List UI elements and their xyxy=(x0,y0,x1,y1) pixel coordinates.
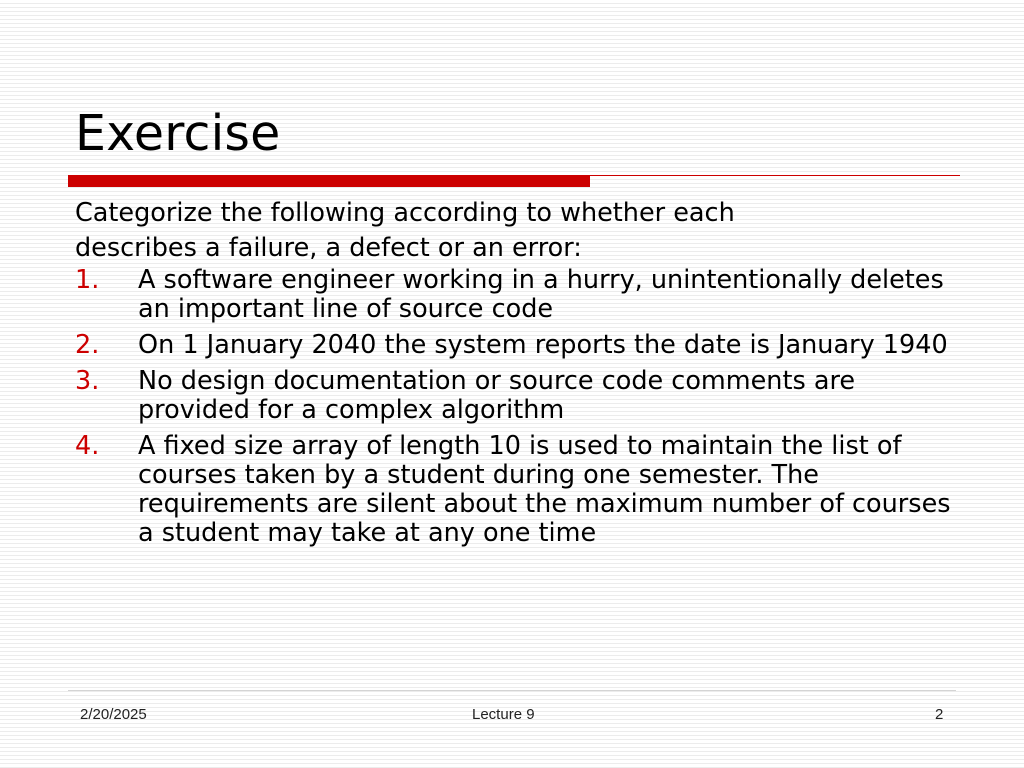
list-item xyxy=(75,266,955,324)
list-item xyxy=(75,367,955,425)
title-underline-thin xyxy=(590,175,960,176)
list-item xyxy=(75,331,955,360)
item-number: 2. xyxy=(75,330,100,360)
footer-date: 2/20/2025 xyxy=(80,706,147,723)
list-item xyxy=(75,432,955,548)
item-text: No design documentation or source code comments are provided for a complex algorithm xyxy=(138,366,856,425)
item-number: 1. xyxy=(75,265,100,295)
footer-page-number: 2 xyxy=(935,706,944,723)
item-text: A fixed size array of length 10 is used to maintain the list of courses taken by a student during one semester. The requirements are silent about the maximum number of courses a student may take at any one time xyxy=(138,431,951,548)
exercise-list xyxy=(75,266,955,548)
item-number: 4. xyxy=(75,431,100,461)
title-underline-thick xyxy=(68,175,590,187)
slide-content xyxy=(75,196,955,555)
item-text: On 1 January 2040 the system reports the date is January 1940 xyxy=(138,330,948,360)
item-text: A software engineer working in a hurry, unintentionally deletes an important line of source code xyxy=(138,265,944,324)
footer-divider xyxy=(68,690,956,691)
item-number: 3. xyxy=(75,366,100,396)
intro-line-2: describes a failure, a defect or an error: xyxy=(75,233,582,263)
footer-lecture-label: Lecture 9 xyxy=(472,706,535,723)
slide-title: Exercise xyxy=(75,105,281,162)
intro-line-1: Categorize the following according to whether each xyxy=(75,198,735,228)
